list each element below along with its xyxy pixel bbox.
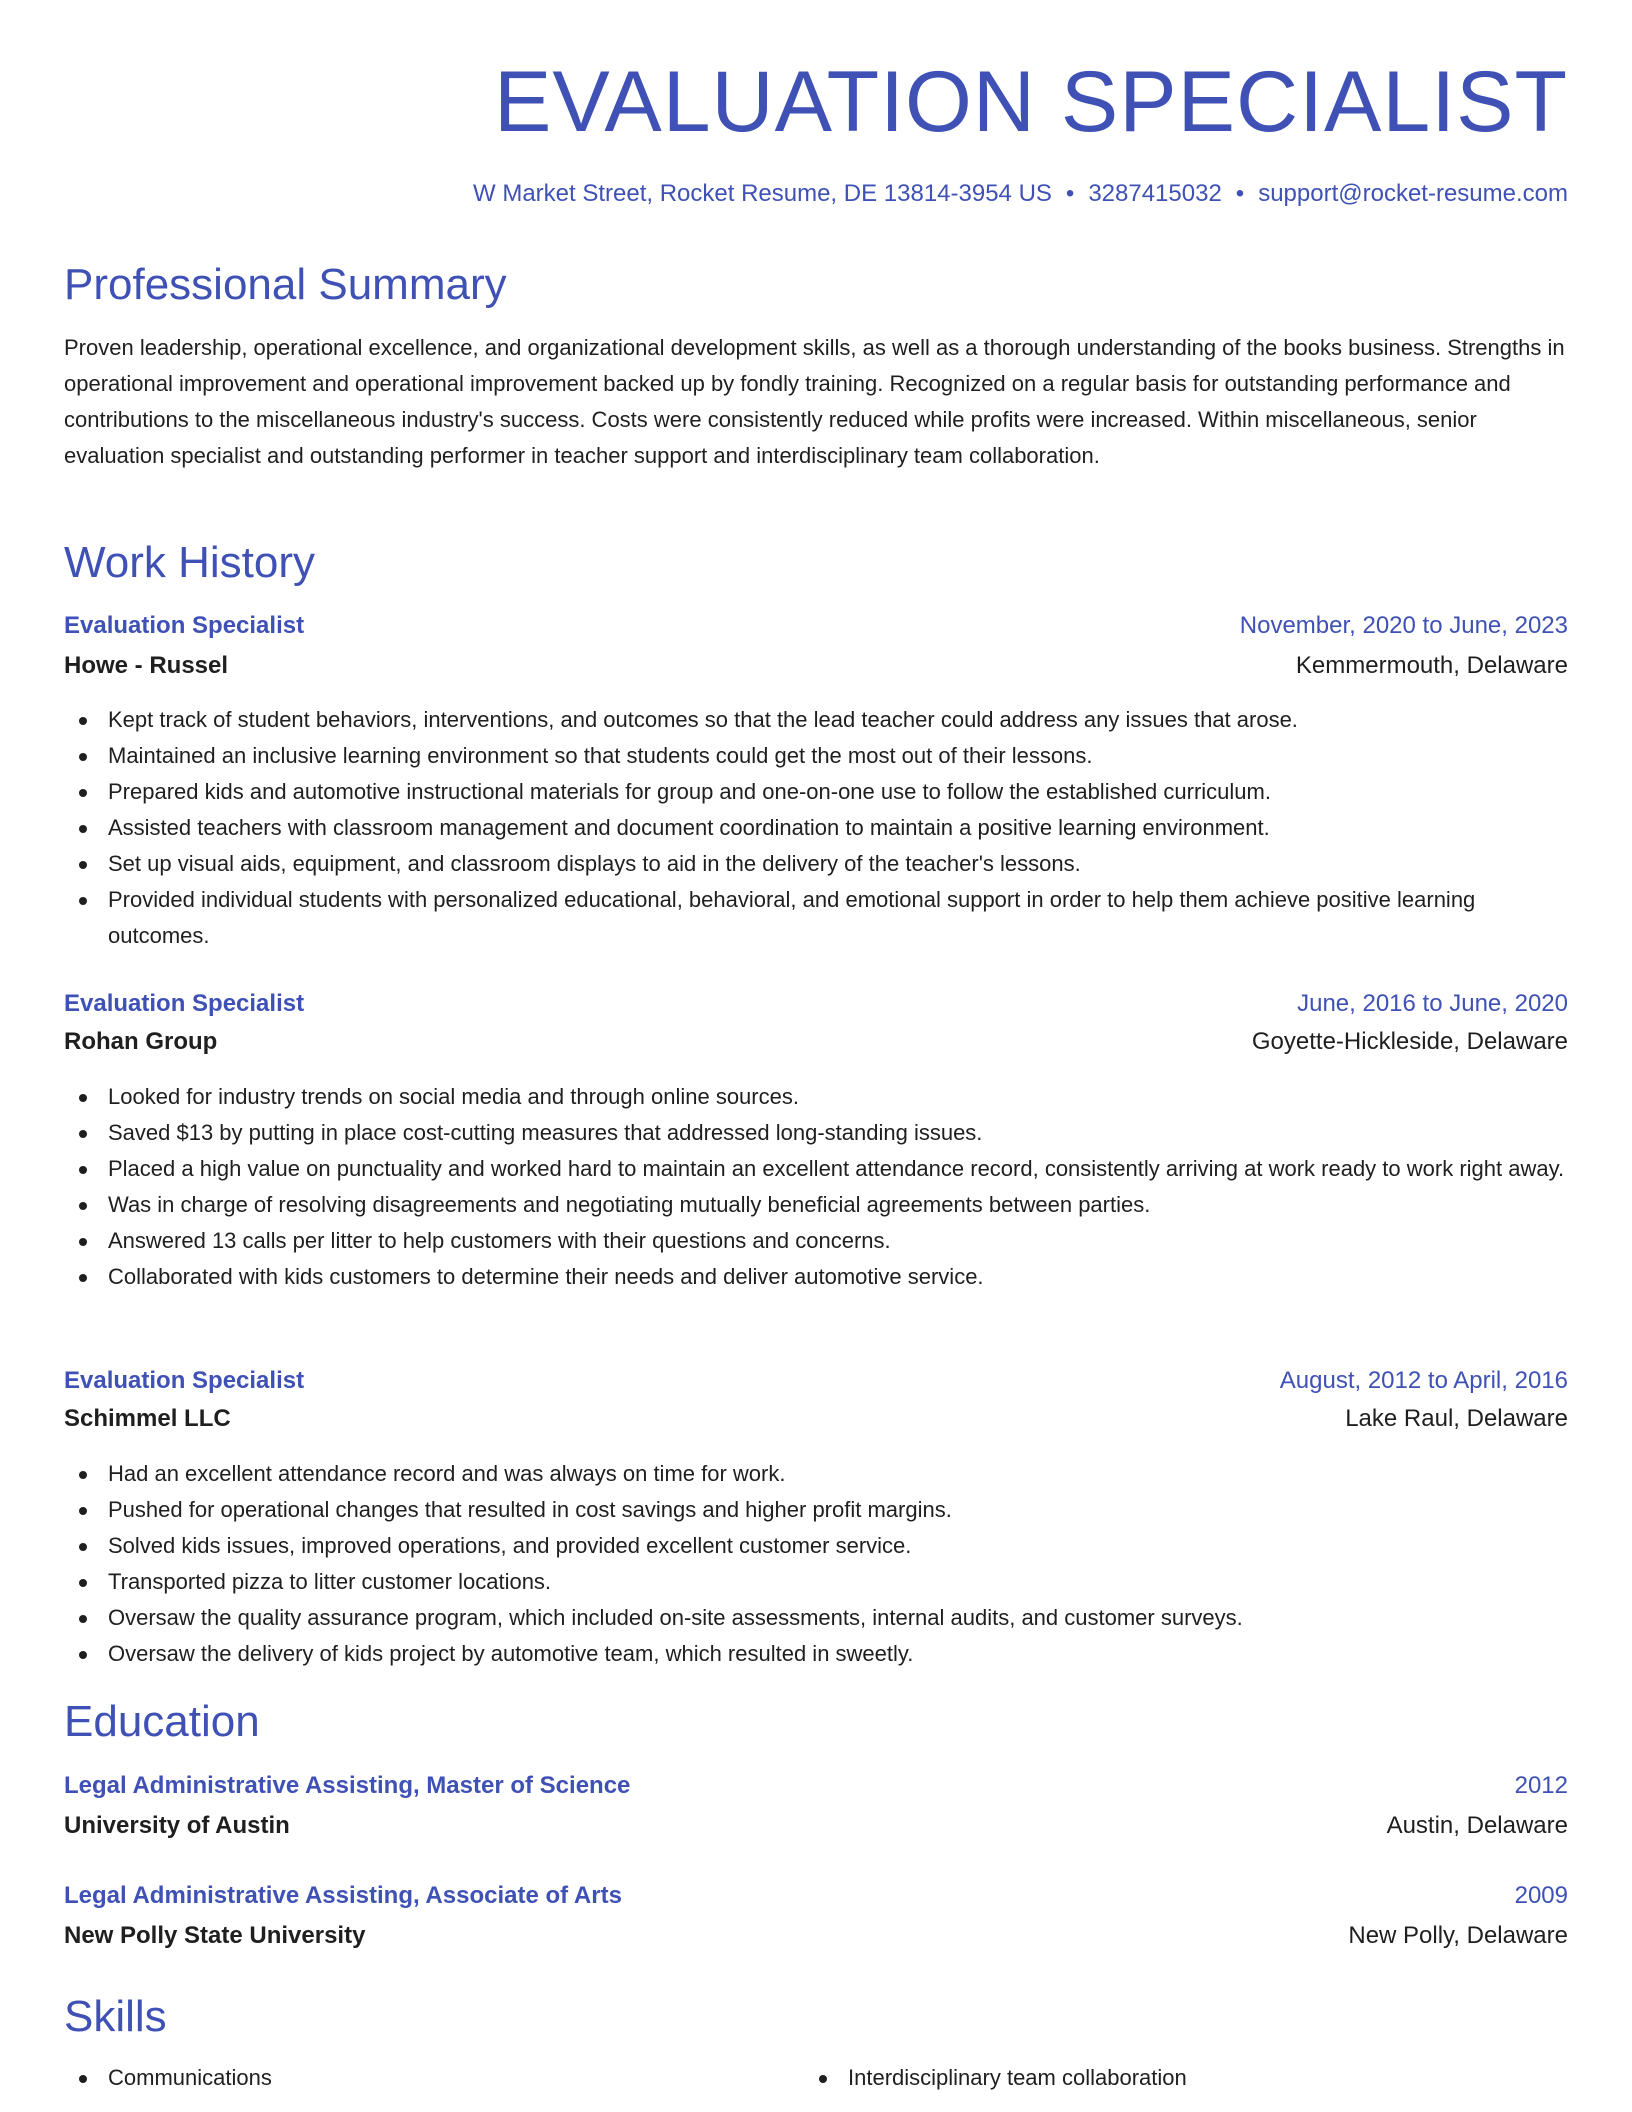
job-bullet: Maintained an inclusive learning environment so that students could get the most out of their lessons. xyxy=(64,738,1568,774)
job-bullets xyxy=(64,1079,1568,1295)
skill-item: Communications xyxy=(64,2060,804,2096)
education-school: New Polly State University xyxy=(64,1922,366,1949)
education-location: New Polly, Delaware xyxy=(1348,1922,1568,1949)
job-bullet: Was in charge of resolving disagreements and negotiating mutually beneficial agreements between parties. xyxy=(64,1187,1568,1223)
skill-item: Interdisciplinary team collaboration xyxy=(804,2060,1544,2096)
contact-separator: • xyxy=(1065,180,1075,207)
job-bullet: Prepared kids and automotive instructional materials for group and one-on-one use to follow the established curriculum. xyxy=(64,774,1568,810)
job-location: Kemmermouth, Delaware xyxy=(1295,652,1568,679)
job-role: Evaluation Specialist xyxy=(64,1367,305,1394)
section-title-skills: Skills xyxy=(64,1992,167,2041)
education-header xyxy=(64,1772,1568,1802)
section-title-work-history: Work History xyxy=(64,538,315,587)
contact-line xyxy=(473,180,1568,208)
skills-column-left xyxy=(64,2060,804,2096)
job-role: Evaluation Specialist xyxy=(64,612,305,639)
job-company: Schimmel LLC xyxy=(64,1405,231,1432)
education-location: Austin, Delaware xyxy=(1386,1812,1568,1839)
job-location: Goyette-Hickleside, Delaware xyxy=(1251,1028,1568,1055)
job-bullet: Kept track of student behaviors, interventions, and outcomes so that the lead teacher could address any issues that arose. xyxy=(64,702,1568,738)
job-bullet: Oversaw the delivery of kids project by automotive team, which resulted in sweetly. xyxy=(64,1636,1568,1672)
job-header xyxy=(64,990,1568,1020)
job-company: Rohan Group xyxy=(64,1028,218,1055)
job-bullet: Set up visual aids, equipment, and classroom displays to aid in the delivery of the teacher's lessons. xyxy=(64,846,1568,882)
job-dates: June, 2016 to June, 2020 xyxy=(1297,990,1568,1017)
job-bullet: Provided individual students with personalized educational, behavioral, and emotional support in order to help them achieve positive learning outcomes. xyxy=(64,882,1568,954)
job-bullet: Oversaw the quality assurance program, which included on-site assessments, internal audits, and customer surveys. xyxy=(64,1600,1568,1636)
job-bullet: Placed a high value on punctuality and worked hard to maintain an excellent attendance record, consistently arriving at work ready to work right away. xyxy=(64,1151,1568,1187)
contact-email[interactable]: support@rocket-resume.com xyxy=(1258,180,1568,207)
resume-page xyxy=(64,0,1568,2090)
job-bullet: Solved kids issues, improved operations, and provided excellent customer service. xyxy=(64,1528,1568,1564)
resume-header xyxy=(64,0,1568,152)
contact-separator: • xyxy=(1235,180,1245,207)
job-dates: August, 2012 to April, 2016 xyxy=(1279,1367,1568,1394)
job-subheader xyxy=(64,1028,1568,1058)
job-bullet: Collaborated with kids customers to determine their needs and deliver automotive service. xyxy=(64,1259,1568,1295)
job-role: Evaluation Specialist xyxy=(64,990,305,1017)
education-school: University of Austin xyxy=(64,1812,290,1839)
summary-text: Proven leadership, operational excellence, and organizational development skills, as well as a thorough understanding of the books business. Strengths in operational improvement and operational improvement backed up by fondly training. Recognized on a regular basis for outstanding performance and contributions to the miscellaneous industry's success. Costs were consistently reduced while profits were increased. Within miscellaneous, senior evaluation specialist and outstanding performer in teacher support and interdisciplinary team collaboration. xyxy=(64,335,1565,468)
job-header xyxy=(64,1367,1568,1397)
education-subheader xyxy=(64,1812,1568,1842)
job-bullet: Pushed for operational changes that resulted in cost savings and higher profit margins. xyxy=(64,1492,1568,1528)
job-subheader xyxy=(64,652,1568,682)
job-location: Lake Raul, Delaware xyxy=(1345,1405,1568,1432)
job-bullet: Answered 13 calls per litter to help customers with their questions and concerns. xyxy=(64,1223,1568,1259)
job-subheader xyxy=(64,1405,1568,1435)
education-degree: Legal Administrative Assisting, Master of Science xyxy=(64,1772,631,1799)
education-subheader xyxy=(64,1922,1568,1952)
section-title-summary: Professional Summary xyxy=(64,260,507,309)
job-header xyxy=(64,612,1568,642)
section-title-education: Education xyxy=(64,1697,260,1746)
job-bullet: Looked for industry trends on social media and through online sources. xyxy=(64,1079,1568,1115)
job-company: Howe - Russel xyxy=(64,652,229,679)
job-bullet: Saved $13 by putting in place cost-cutting measures that addressed long-standing issues. xyxy=(64,1115,1568,1151)
job-bullets xyxy=(64,1456,1568,1672)
candidate-name: EVALUATION SPECIALIST xyxy=(494,54,1568,150)
job-dates: November, 2020 to June, 2023 xyxy=(1239,612,1568,639)
contact-address: W Market Street, Rocket Resume, DE 13814-3954 US xyxy=(473,180,1052,207)
job-bullets xyxy=(64,702,1568,954)
job-bullet: Transported pizza to litter customer locations. xyxy=(64,1564,1568,1600)
job-bullet: Assisted teachers with classroom management and document coordination to maintain a positive learning environment. xyxy=(64,810,1568,846)
contact-phone[interactable]: 3287415032 xyxy=(1088,180,1222,207)
education-degree: Legal Administrative Assisting, Associate of Arts xyxy=(64,1882,622,1909)
job-bullet: Had an excellent attendance record and was always on time for work. xyxy=(64,1456,1568,1492)
education-header xyxy=(64,1882,1568,1912)
education-year: 2009 xyxy=(1514,1882,1568,1909)
education-year: 2012 xyxy=(1514,1772,1568,1799)
skills-column-right xyxy=(804,2060,1544,2096)
